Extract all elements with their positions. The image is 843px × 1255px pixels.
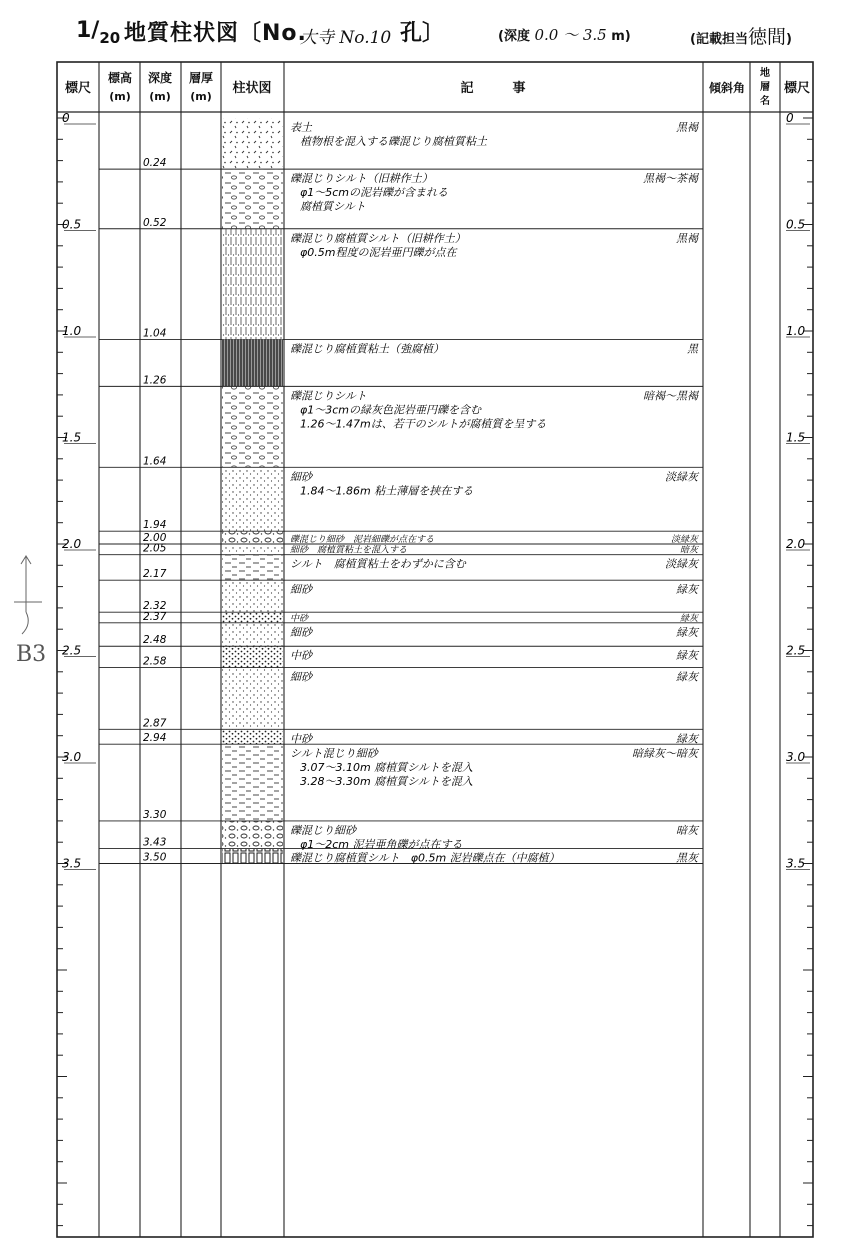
layer-description: 礫混じり腐植質シルト（旧耕作土）	[290, 231, 466, 245]
scale-label-left: 2.0	[62, 537, 82, 551]
scale-label-right: 3.0	[786, 750, 806, 764]
col-dip: 傾斜角	[708, 81, 746, 95]
layer-description: φ1〜5cmの泥岩礫が含まれる	[300, 186, 449, 200]
layer-description: シルト混じり細砂	[290, 747, 378, 761]
scale-label-right: 0.5	[786, 217, 806, 232]
depth-value: 2.37	[143, 610, 167, 623]
layer-description: 礫混じりシルト	[290, 389, 367, 403]
col-log: 柱状図	[232, 81, 272, 96]
log-layer-fill	[222, 646, 283, 667]
recorder-label: (記載担当	[690, 32, 748, 47]
margin-note-b3: B3	[16, 642, 47, 667]
scale-label-left: 3.5	[62, 856, 82, 871]
layer-description: 中砂	[290, 732, 312, 746]
layer-description: 中砂	[290, 649, 312, 663]
log-layer-fill	[222, 229, 283, 340]
log-layer-fill	[222, 612, 283, 623]
log-layer-fill	[222, 169, 283, 229]
depth-unit: m)	[611, 29, 631, 44]
log-layer-fill	[222, 821, 283, 849]
page-title: 地質柱状図〔No.	[124, 21, 307, 46]
layer-color: 淡緑灰	[665, 557, 698, 571]
depth-value: 1.04	[143, 327, 167, 340]
log-layers	[99, 118, 703, 865]
recorder-name: 徳間	[747, 26, 786, 48]
layer-color: 緑灰	[676, 732, 698, 746]
layer-description: 礫混じり腐植質シルト φ0.5m 泥岩礫点在（中腐植）	[290, 851, 560, 865]
col-strat-2: 層	[760, 82, 770, 93]
scale-label-right: 1.5	[786, 430, 806, 445]
depth-value: 2.48	[143, 634, 167, 647]
depth-value: 3.30	[143, 808, 167, 821]
layer-description: 礫混じり細砂 泥岩細礫が点在する	[290, 535, 435, 545]
scale-label-right: 2.5	[786, 643, 806, 658]
layer-description: 植物根を混入する礫混じり腐植質粘土	[300, 135, 487, 148]
layer-color: 緑灰	[676, 670, 698, 684]
layer-description: 表土	[290, 121, 312, 134]
log-layer-fill	[222, 467, 283, 531]
scale-label-left: 2.5	[62, 643, 82, 658]
depth-value: 1.94	[143, 519, 167, 532]
layer-color: 暗褐〜黒褐	[643, 389, 698, 403]
scale-label-right: 3.5	[786, 856, 806, 871]
layer-description: 腐植質シルト	[300, 200, 366, 214]
layer-description: 礫混じりシルト（旧耕作土）	[290, 172, 433, 186]
hole-id: 大寺 No.10	[300, 28, 392, 48]
scale-label-left: 0.5	[62, 217, 82, 232]
scale-label-left: 1.5	[62, 430, 82, 445]
col-depth: 深度	[147, 71, 173, 85]
depth-value: 2.94	[143, 732, 167, 745]
depth-value: 0.24	[143, 157, 167, 170]
col-scale-right: 標尺	[783, 81, 811, 96]
layer-color: 黒褐	[676, 231, 698, 245]
col-thickness-unit: (m)	[190, 90, 212, 103]
scale-label-left: 0	[62, 111, 70, 125]
depth-value: 1.64	[143, 455, 167, 468]
layer-description: 礫混じり細砂	[290, 823, 356, 837]
log-layer-fill	[222, 340, 283, 387]
layer-color: 淡緑灰	[665, 470, 698, 484]
layer-description: 細砂 腐植質粘土を混入する	[290, 545, 408, 556]
depth-label: (深度	[498, 29, 530, 44]
recorder-close: )	[785, 32, 792, 47]
layer-description: 細砂	[290, 625, 312, 639]
layer-color: 緑灰	[679, 613, 698, 624]
col-strat-1: 地	[760, 68, 770, 79]
scale-label-right: 2.0	[786, 537, 806, 551]
log-layer-fill	[222, 729, 283, 744]
layer-description: 細砂	[290, 583, 312, 597]
log-layer-fill	[222, 849, 283, 864]
layer-description: 1.26〜1.47mは、若干のシルトが腐植質を呈する	[300, 417, 547, 431]
depth-value: 2.17	[143, 568, 167, 581]
log-layer-fill	[222, 668, 283, 730]
log-layer-fill	[222, 623, 283, 646]
layer-description: 3.28〜3.30m 腐植質シルトを混入	[300, 775, 473, 789]
depth-value: 3.43	[143, 836, 167, 849]
layer-description: 細砂	[290, 670, 312, 684]
col-thickness: 層厚	[188, 71, 214, 85]
layer-description: 1.84〜1.86m 粘土薄層を挟在する	[300, 484, 474, 498]
layer-description: 細砂	[290, 470, 312, 484]
layer-description: 3.07〜3.10m 腐植質シルトを混入	[300, 761, 473, 775]
depth-value: 3.50	[143, 851, 167, 864]
layer-color: 緑灰	[676, 583, 698, 597]
scale-label-right: 1.0	[786, 324, 806, 338]
layer-color: 淡緑灰	[670, 535, 698, 545]
depth-value: 2.32	[143, 600, 167, 613]
layer-color: 暗緑灰〜暗灰	[632, 747, 698, 761]
log-layer-fill	[222, 544, 283, 555]
depth-value: 2.00	[143, 532, 167, 544]
depth-value: 2.58	[143, 655, 167, 668]
scale-denominator: 20	[99, 29, 121, 47]
col-scale: 標尺	[64, 81, 92, 96]
scale-label-left: 3.0	[62, 750, 82, 764]
depth-value: 2.87	[143, 717, 167, 730]
layer-color: 緑灰	[676, 649, 698, 663]
layer-color: 暗灰	[679, 545, 698, 556]
col-depth-unit: (m)	[149, 90, 171, 103]
layer-description: φ1〜3cmの緑灰色泥岩亜円礫を含む	[300, 403, 482, 417]
log-layer-fill	[222, 580, 283, 612]
layer-color: 黒	[687, 342, 698, 356]
depth-value: 1.26	[143, 374, 167, 387]
layer-color: 黒灰	[676, 851, 698, 865]
depth-value: 2.05	[143, 542, 167, 555]
col-elevation: 標高	[107, 71, 133, 85]
col-elevation-unit: (m)	[109, 90, 131, 103]
layer-color: 緑灰	[676, 625, 698, 639]
depth-value: 0.52	[143, 216, 167, 229]
log-layer-fill	[222, 744, 283, 821]
layer-description: 礫混じり腐植質粘土（強腐植）	[290, 342, 444, 356]
log-layer-fill	[222, 531, 283, 544]
col-strat-3: 名	[760, 96, 770, 107]
log-layer-fill	[222, 555, 283, 581]
hole-suffix: 孔〕	[400, 21, 445, 46]
depth-value: 0.0 〜 3.5	[534, 26, 607, 44]
layer-color: 暗灰	[676, 823, 698, 837]
scale-label-right: 0	[786, 111, 794, 125]
scale-label-left: 1.0	[62, 324, 82, 338]
layer-color: 黒褐〜茶褐	[643, 172, 698, 186]
layer-description: シルト 腐植質粘土をわずかに含む	[290, 557, 466, 571]
scale-ticks	[57, 111, 813, 1226]
col-description: 記 事	[460, 81, 526, 96]
layer-description: φ1〜2cm 泥岩亜角礫が点在する	[300, 837, 463, 851]
layer-description: 中砂	[290, 613, 309, 624]
layer-description: φ0.5m程度の泥岩亜円礫が点在	[300, 245, 457, 259]
log-layer-fill	[222, 118, 283, 169]
layer-color: 黒褐	[676, 121, 698, 134]
scale-numerator: 1/	[76, 18, 100, 43]
log-layer-fill	[222, 386, 283, 467]
